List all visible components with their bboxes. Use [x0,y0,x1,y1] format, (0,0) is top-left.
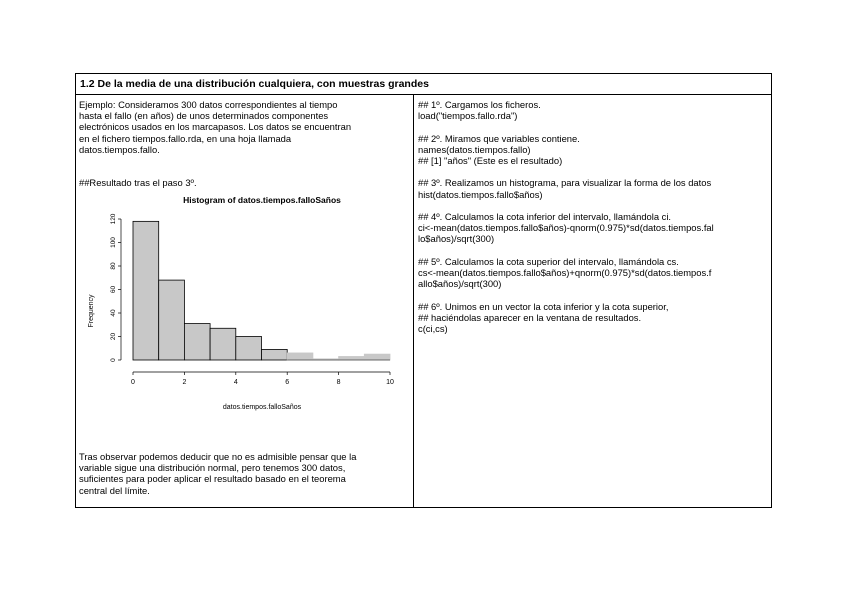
content-table [75,73,772,508]
code-line: ## 5º. Calculamos la cota superior del intervalo, llamándola cs. [418,255,679,267]
intro-line: electrónicos usados en los marcapasos. Los datos se encuentran [79,121,352,133]
column-divider [413,95,414,507]
histogram-bar [184,323,210,359]
x-tick-label: 0 [131,378,135,386]
conclusion-line: Tras observar podemos deducir que no es admisible pensar que la [79,451,357,462]
histogram-bar [287,353,313,360]
code-line: ## 4º. Calculamos la cota inferior del intervalo, llamándola ci. [418,210,672,222]
code-line: cs<-mean(datos.tiempos.fallo$años)+qnorm(0.975)*sd(datos.tiempos.f [418,266,712,278]
y-tick-label: 60 [110,285,117,293]
chart-title: Histogram of datos.tiempos.falloSaños [183,194,341,205]
code-line: c(ci,cs) [418,322,448,334]
code-line: lo$años)/sqrt(300) [418,233,495,245]
histogram-bar [210,328,236,360]
result-label: ##Resultado tras el paso 3º. [79,177,197,189]
code-line: ## 2º. Miramos que variables contiene. [418,132,580,144]
intro-line: en el fichero tiempos.fallo.rda, en una hoja llamada [79,132,292,144]
y-tick-label: 80 [110,261,117,270]
histogram-bar [339,356,365,360]
conclusion-line: central del límite. [79,484,150,496]
intro-line: hasta el fallo (en años) de unos determinados componentes [79,110,329,122]
y-tick-label: 120 [110,213,117,225]
conclusion-line: suficientes para poder aplicar el resultado basado en el teorema [79,473,346,485]
intro-line: Ejemplo: Consideramos 300 datos correspondientes al tiempo [79,99,338,110]
histogram-bar [159,280,185,360]
x-tick-label: 6 [285,378,290,386]
x-tick-label: 8 [336,378,341,386]
y-tick-label: 0 [110,357,117,362]
x-tick-label: 4 [233,378,238,386]
x-tick-label: 10 [386,378,394,386]
histogram-chart [79,192,409,422]
histogram-bar [364,354,390,360]
y-tick-label: 20 [110,332,117,340]
chart-xlabel: datos.tiempos.falloSaños [222,403,302,411]
section-title: 1.2 De la media de una distribución cualquiera, con muestras grandes [76,74,771,95]
code-line: ## 1º. Cargamos los ficheros. [418,99,541,110]
code-line: ci<-mean(datos.tiempos.fallo$años)-qnorm(0.975)*sd(datos.tiempos.fal [418,222,714,234]
code-line: hist(datos.tiempos.fallo$años) [418,188,543,200]
y-tick-label: 40 [110,308,117,317]
conclusion [79,451,409,496]
y-tick-label: 100 [110,236,117,248]
code-line: names(datos.tiempos.fallo) [418,143,531,155]
histogram-bar [262,349,288,360]
code-line: ## [1] "años" (Este es el resultado) [418,155,563,166]
code-line: load("tiempos.fallo.rda") [418,110,518,122]
chart-ylabel: Frequency [88,294,95,328]
conclusion-line: variable sigue una distribución normal, pero tenemos 300 datos, [79,462,346,474]
intro-line: datos.tiempos.fallo. [79,143,160,155]
histogram-bar [133,221,159,360]
right-column [418,99,768,334]
x-tick-label: 2 [182,378,187,386]
code-line: ## 6º. Unimos en un vector la cota inferior y la cota superior, [418,300,669,312]
code-line: allo$años)/sqrt(300) [418,278,502,290]
histogram-bar [236,336,262,360]
code-line: ## 3º. Realizamos un histograma, para visualizar la forma de los datos [418,177,712,189]
code-line: ## haciéndolas aparecer en la ventana de resultados. [418,311,642,323]
left-column [79,99,409,422]
